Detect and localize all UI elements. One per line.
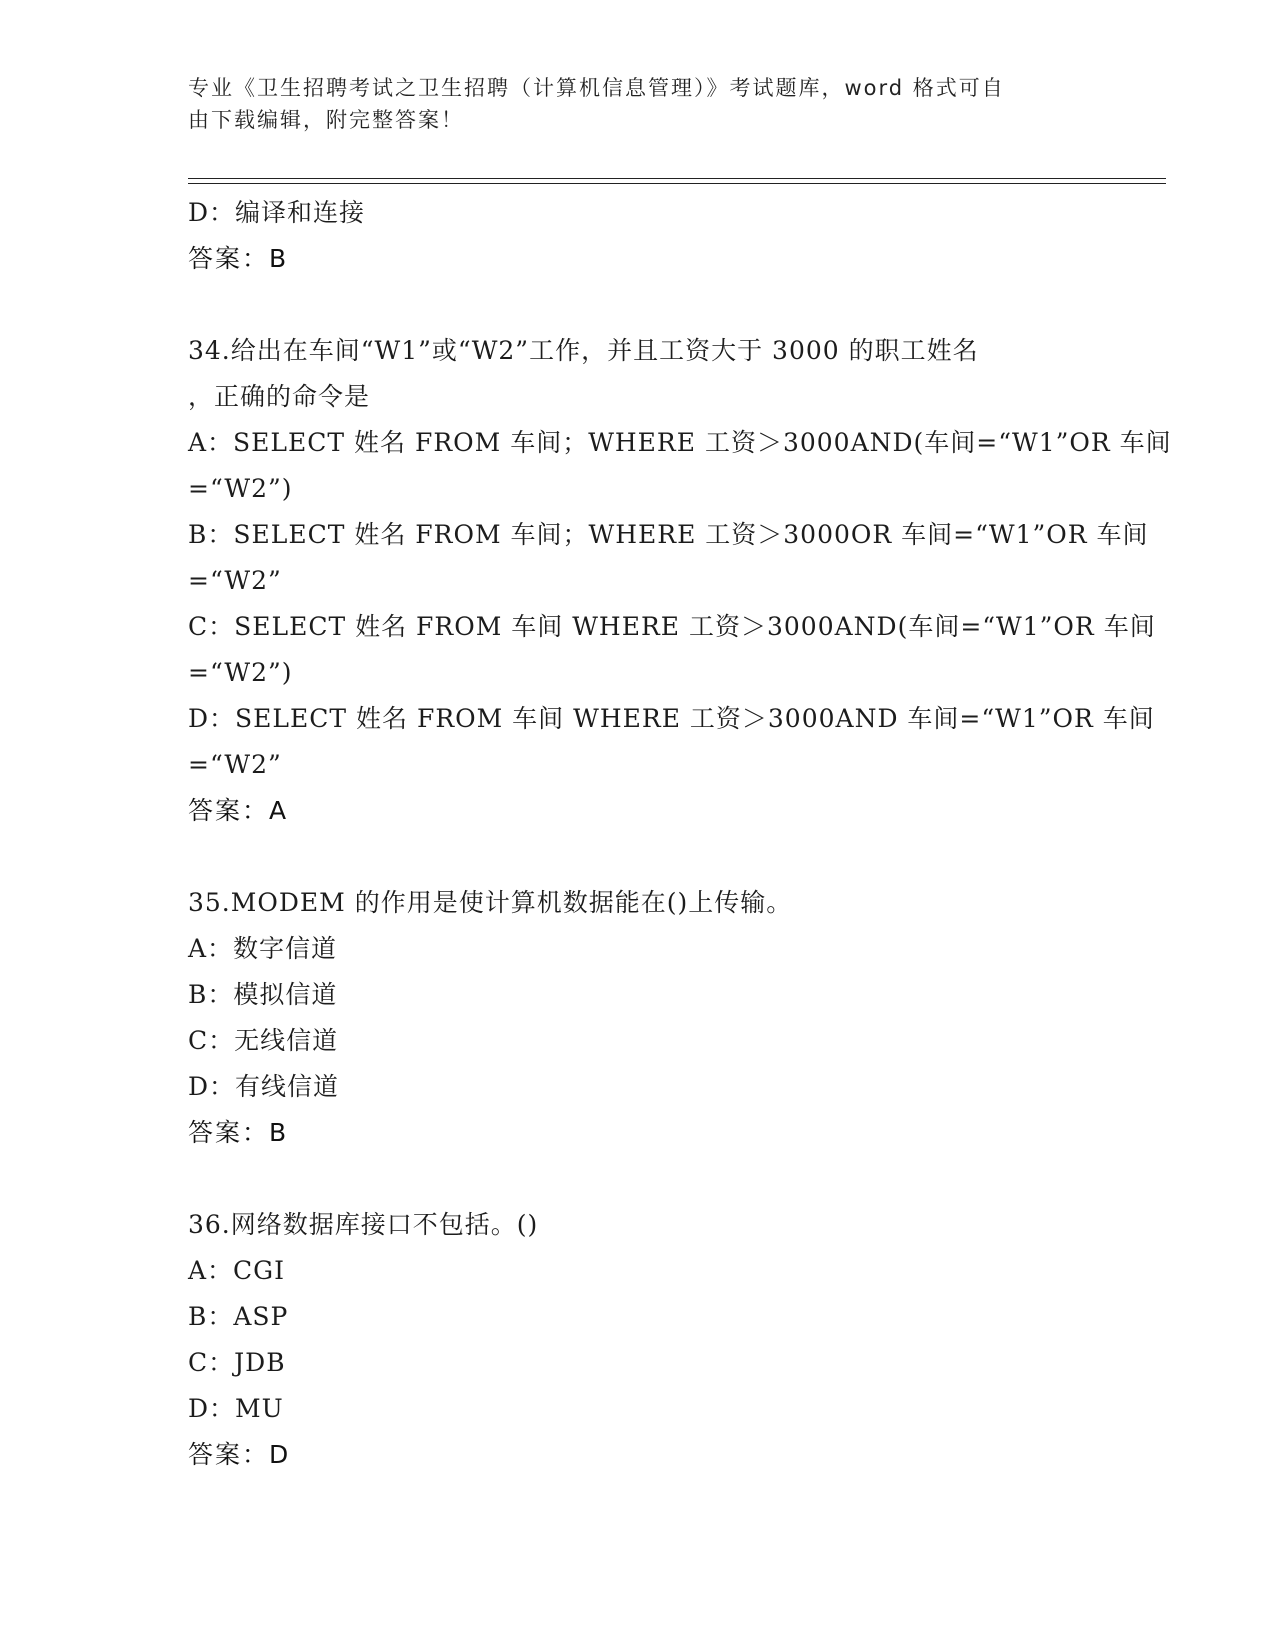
q35-option-c: C：无线信道	[188, 1026, 339, 1055]
spacer	[188, 282, 1088, 328]
q36-option-b: B：ASP	[188, 1302, 289, 1331]
q34-option-c-line-1: C：SELECT 姓名 FROM 车间 WHERE 工资＞3000AND(车间=“W1”OR 车间	[188, 612, 1156, 641]
q35-option-b: B：模拟信道	[188, 980, 338, 1009]
header-line-1: 专业《卫生招聘考试之卫生招聘（计算机信息管理）》考试题库，word 格式可自	[188, 76, 1005, 100]
document-header	[188, 72, 1068, 136]
question-35	[188, 880, 1088, 1156]
header-divider-bottom	[188, 183, 1166, 184]
q35-option-a: A：数字信道	[188, 934, 338, 963]
header-divider-top	[188, 178, 1166, 179]
q34-option-b-line-2: =“W2”	[188, 566, 282, 595]
q36-option-a: A：CGI	[188, 1256, 286, 1285]
q35-stem: 35.MODEM 的作用是使计算机数据能在()上传输。	[188, 888, 793, 917]
q36-answer: 答案：D	[188, 1440, 291, 1469]
header-line-2: 由下载编辑，附完整答案！	[188, 108, 464, 132]
q34-option-a-line-1: A：SELECT 姓名 FROM 车间；WHERE 工资＞3000AND(车间=“W1”OR 车间	[188, 428, 1172, 457]
q36-option-c: C：JDB	[188, 1348, 286, 1377]
spacer	[188, 1156, 1088, 1202]
q34-answer: 答案：A	[188, 796, 289, 825]
q34-stem-line-1: 34.给出在车间“W1”或“W2”工作，并且工资大于 3000 的职工姓名	[188, 336, 979, 365]
q34-option-d-line-2: =“W2”	[188, 750, 282, 779]
q35-answer: 答案：B	[188, 1118, 289, 1147]
question-36	[188, 1202, 1088, 1478]
spacer	[188, 834, 1088, 880]
q36-option-d: D：MU	[188, 1394, 284, 1423]
q34-option-b-line-1: B：SELECT 姓名 FROM 车间；WHERE 工资＞3000OR 车间=“W1”OR 车间	[188, 520, 1149, 549]
question-content	[188, 190, 1172, 1478]
q36-stem: 36.网络数据库接口不包括。()	[188, 1210, 539, 1239]
question-34	[188, 328, 1172, 834]
prev-option-d: D：编译和连接	[188, 198, 366, 227]
q34-option-d-line-1: D：SELECT 姓名 FROM 车间 WHERE 工资＞3000AND 车间=“W1”OR 车间	[188, 704, 1155, 733]
q35-option-d: D：有线信道	[188, 1072, 340, 1101]
q34-stem-line-2: ，正确的命令是	[188, 382, 371, 411]
q34-option-a-line-2: =“W2”)	[188, 474, 293, 503]
q34-option-c-line-2: =“W2”)	[188, 658, 293, 687]
prev-answer: 答案：B	[188, 244, 289, 273]
